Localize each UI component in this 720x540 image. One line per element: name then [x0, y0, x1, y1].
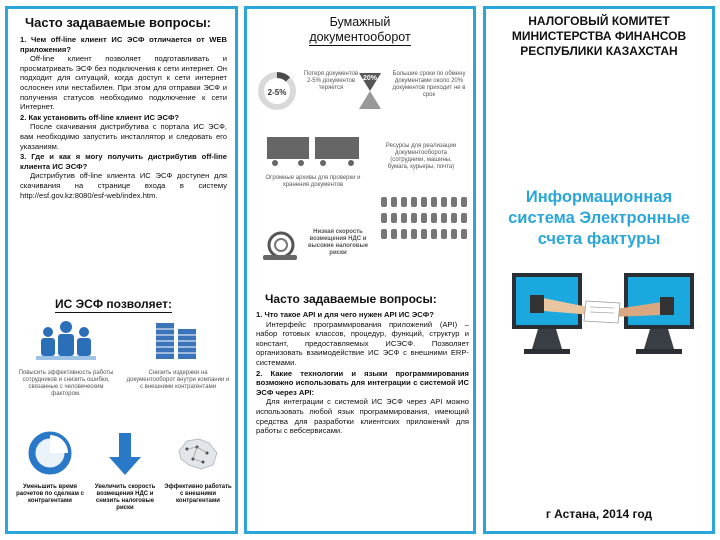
- map-icon: [173, 429, 223, 479]
- snail-icon: [259, 225, 301, 265]
- faq-question-3: 3. Где и как я могу получить дистрибутив off-line клиента ИС ЭСФ?: [20, 152, 227, 171]
- faq-answer-3: Дистрибутив off-line клиента ИС ЭСФ доступен для скачивания на странице входа в систему http://esf.gov.kz:8080/esf-web/index.htm.: [20, 171, 227, 200]
- lost-percent: 2-5%: [267, 88, 287, 97]
- faq-answer-1: Off-line клиент позволяет подготавливать и просматривать ЭСФ без подключения к сети интернет. Он подходит для ситуаций, когда доступ к сети интернет ослоснен или нестабилен. При этом для отправки ЭСФ и получения статусов необходимо подключение к сети Интернет.: [20, 54, 227, 112]
- feature-costs: Снизить издержки на документооборот внутри компании и с внешними контрагентами: [126, 319, 230, 391]
- people-grid-icon: [379, 195, 469, 243]
- paper-workflow-panel: [244, 6, 476, 534]
- feature-vat: Увеличить скорость возмещения НДС и снизить налоговые риски: [90, 429, 160, 512]
- organization-name: НАЛОГОВЫЙ КОМИТЕТ МИНИСТЕРСТВА ФИНАНСОВ РЕСПУБЛИКИ КАЗАХСТАН: [511, 14, 687, 58]
- archive-text: Огромные архивы для проверки и хранения документов: [265, 175, 361, 188]
- allows-title: ИС ЭСФ позволяет:: [55, 297, 173, 311]
- faq-list: [20, 35, 227, 200]
- coins-icon: [148, 319, 208, 365]
- paper-workflow-title: Бумажный документооборот: [309, 15, 411, 44]
- system-title: Информационная система Электронные счета фактуры: [508, 188, 690, 248]
- resources-text: Ресурсы для реализации документооборота (сотрудники, машины, бумага, курьеры, почта): [385, 143, 457, 170]
- late-text: Большие сроки по обмену документами около 20% документов приходит не в срок: [392, 71, 466, 98]
- faq2-question-2: 2. Какие технологии и языки программирования возможно использовать для интеграции с системой ИС ЭСФ через API:: [256, 368, 469, 397]
- clock-icon: [27, 429, 73, 479]
- late-percent: 20%: [362, 75, 377, 82]
- faq-title: Часто задаваемые вопросы:: [25, 15, 211, 30]
- monitors-illustration: [508, 267, 698, 379]
- arrow-down-icon: [105, 429, 145, 479]
- footer-location-year: г Астана, 2014 год: [545, 507, 653, 521]
- faq2-answer-2: Для интеграции с системой ИС ЭСФ через API можно использовать любой язык программирования, имеющий средства для разработки клиентских приложений для работы с вебсервисами.: [256, 397, 469, 436]
- feature-time: Уменьшить время расчетов по сделкам с контрагентами: [12, 429, 88, 505]
- faq-answer-2: После скачивания дистрибутива с портала ИС ЭСФ, вам необходимо запустить инсталлятор и следовать его указаниям.: [20, 122, 227, 151]
- faq-question-2: 2. Как установить off-line клиент ИС ЭСФ?: [20, 112, 180, 122]
- lost-text: Потеря документов 2-5% документов теряется: [303, 71, 359, 91]
- faq-list-2: [256, 310, 469, 436]
- faq2-question-1: 1. Что такое API и для чего нужен API ИС ЭСФ?: [256, 310, 434, 319]
- faq-question-1: 1. Чем off-line клиент ИС ЭСФ отличается от WEB приложения?: [20, 35, 227, 54]
- people-icon: [31, 319, 101, 365]
- faq2-answer-1: Интерфейс программирования приложений (API) – набор готовых классов, процедур, функций, структур и констант, предоставляемых ИСЭСФ. Позволяет организовать взаимодействие ИС ЭСФ с внешними ERP-системами.: [256, 319, 469, 367]
- archive-icon: [265, 131, 363, 171]
- faq-title-2: Часто задаваемые вопросы:: [265, 292, 437, 306]
- feature-contractors: Эффективно работать с внешними контрагентами: [162, 429, 234, 505]
- cover-panel: [483, 6, 715, 534]
- faq-panel-left: [5, 6, 238, 534]
- vat-text: Низкая скорость возмещения НДС и высокие налоговые риски: [307, 229, 369, 256]
- feature-efficiency: Повысить эффективность работы сотрудников и снизить ошибки, связанные с человеческим фактором.: [14, 319, 118, 398]
